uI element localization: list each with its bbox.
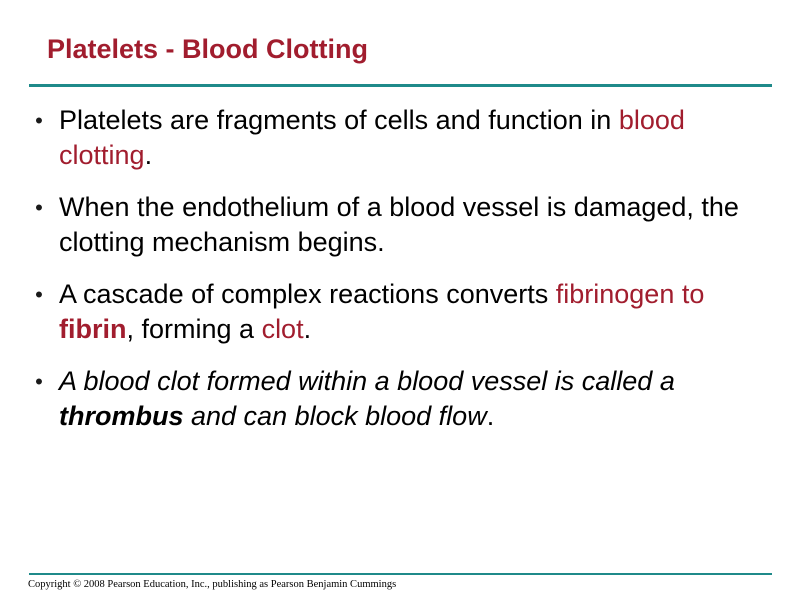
bullet-item bbox=[28, 103, 758, 173]
highlight-term: blood clotting bbox=[59, 105, 685, 170]
bullet-text: Platelets are fragments of cells and function in bbox=[59, 105, 619, 135]
highlight-term: fibrinogen to bbox=[555, 279, 705, 309]
bullet-text: , forming a bbox=[126, 314, 262, 344]
bullet-dot-icon: • bbox=[35, 195, 43, 220]
bullet-text: A cascade of complex reactions converts bbox=[59, 279, 556, 309]
bullet-text: . bbox=[486, 401, 495, 431]
bullet-text: . bbox=[144, 140, 153, 170]
bullet-text: When the endothelium of a blood vessel is damaged, the clotting mechanism begins. bbox=[59, 192, 739, 257]
bullet-text: . bbox=[303, 314, 312, 344]
bullet-item bbox=[28, 190, 758, 260]
bullet-text: A blood clot formed within a blood vessel is called a bbox=[59, 366, 675, 396]
highlight-term-bold: fibrin bbox=[59, 314, 127, 344]
title-divider bbox=[29, 84, 772, 87]
bullet-dot-icon: • bbox=[35, 369, 43, 394]
footer-divider bbox=[29, 573, 772, 575]
bullet-dot-icon: • bbox=[35, 108, 43, 133]
slide-title: Platelets - Blood Clotting bbox=[47, 34, 368, 64]
bullet-dot-icon: • bbox=[35, 282, 43, 307]
copyright-notice: Copyright © 2008 Pearson Education, Inc., publishing as Pearson Benjamin Cummings bbox=[28, 579, 397, 590]
bold-term: thrombus bbox=[59, 401, 184, 431]
bullet-item bbox=[28, 364, 758, 434]
bullet-list bbox=[28, 103, 758, 451]
highlight-term: clot bbox=[261, 314, 304, 344]
bullet-text: and can block blood flow bbox=[183, 401, 487, 431]
bullet-item bbox=[28, 277, 758, 347]
